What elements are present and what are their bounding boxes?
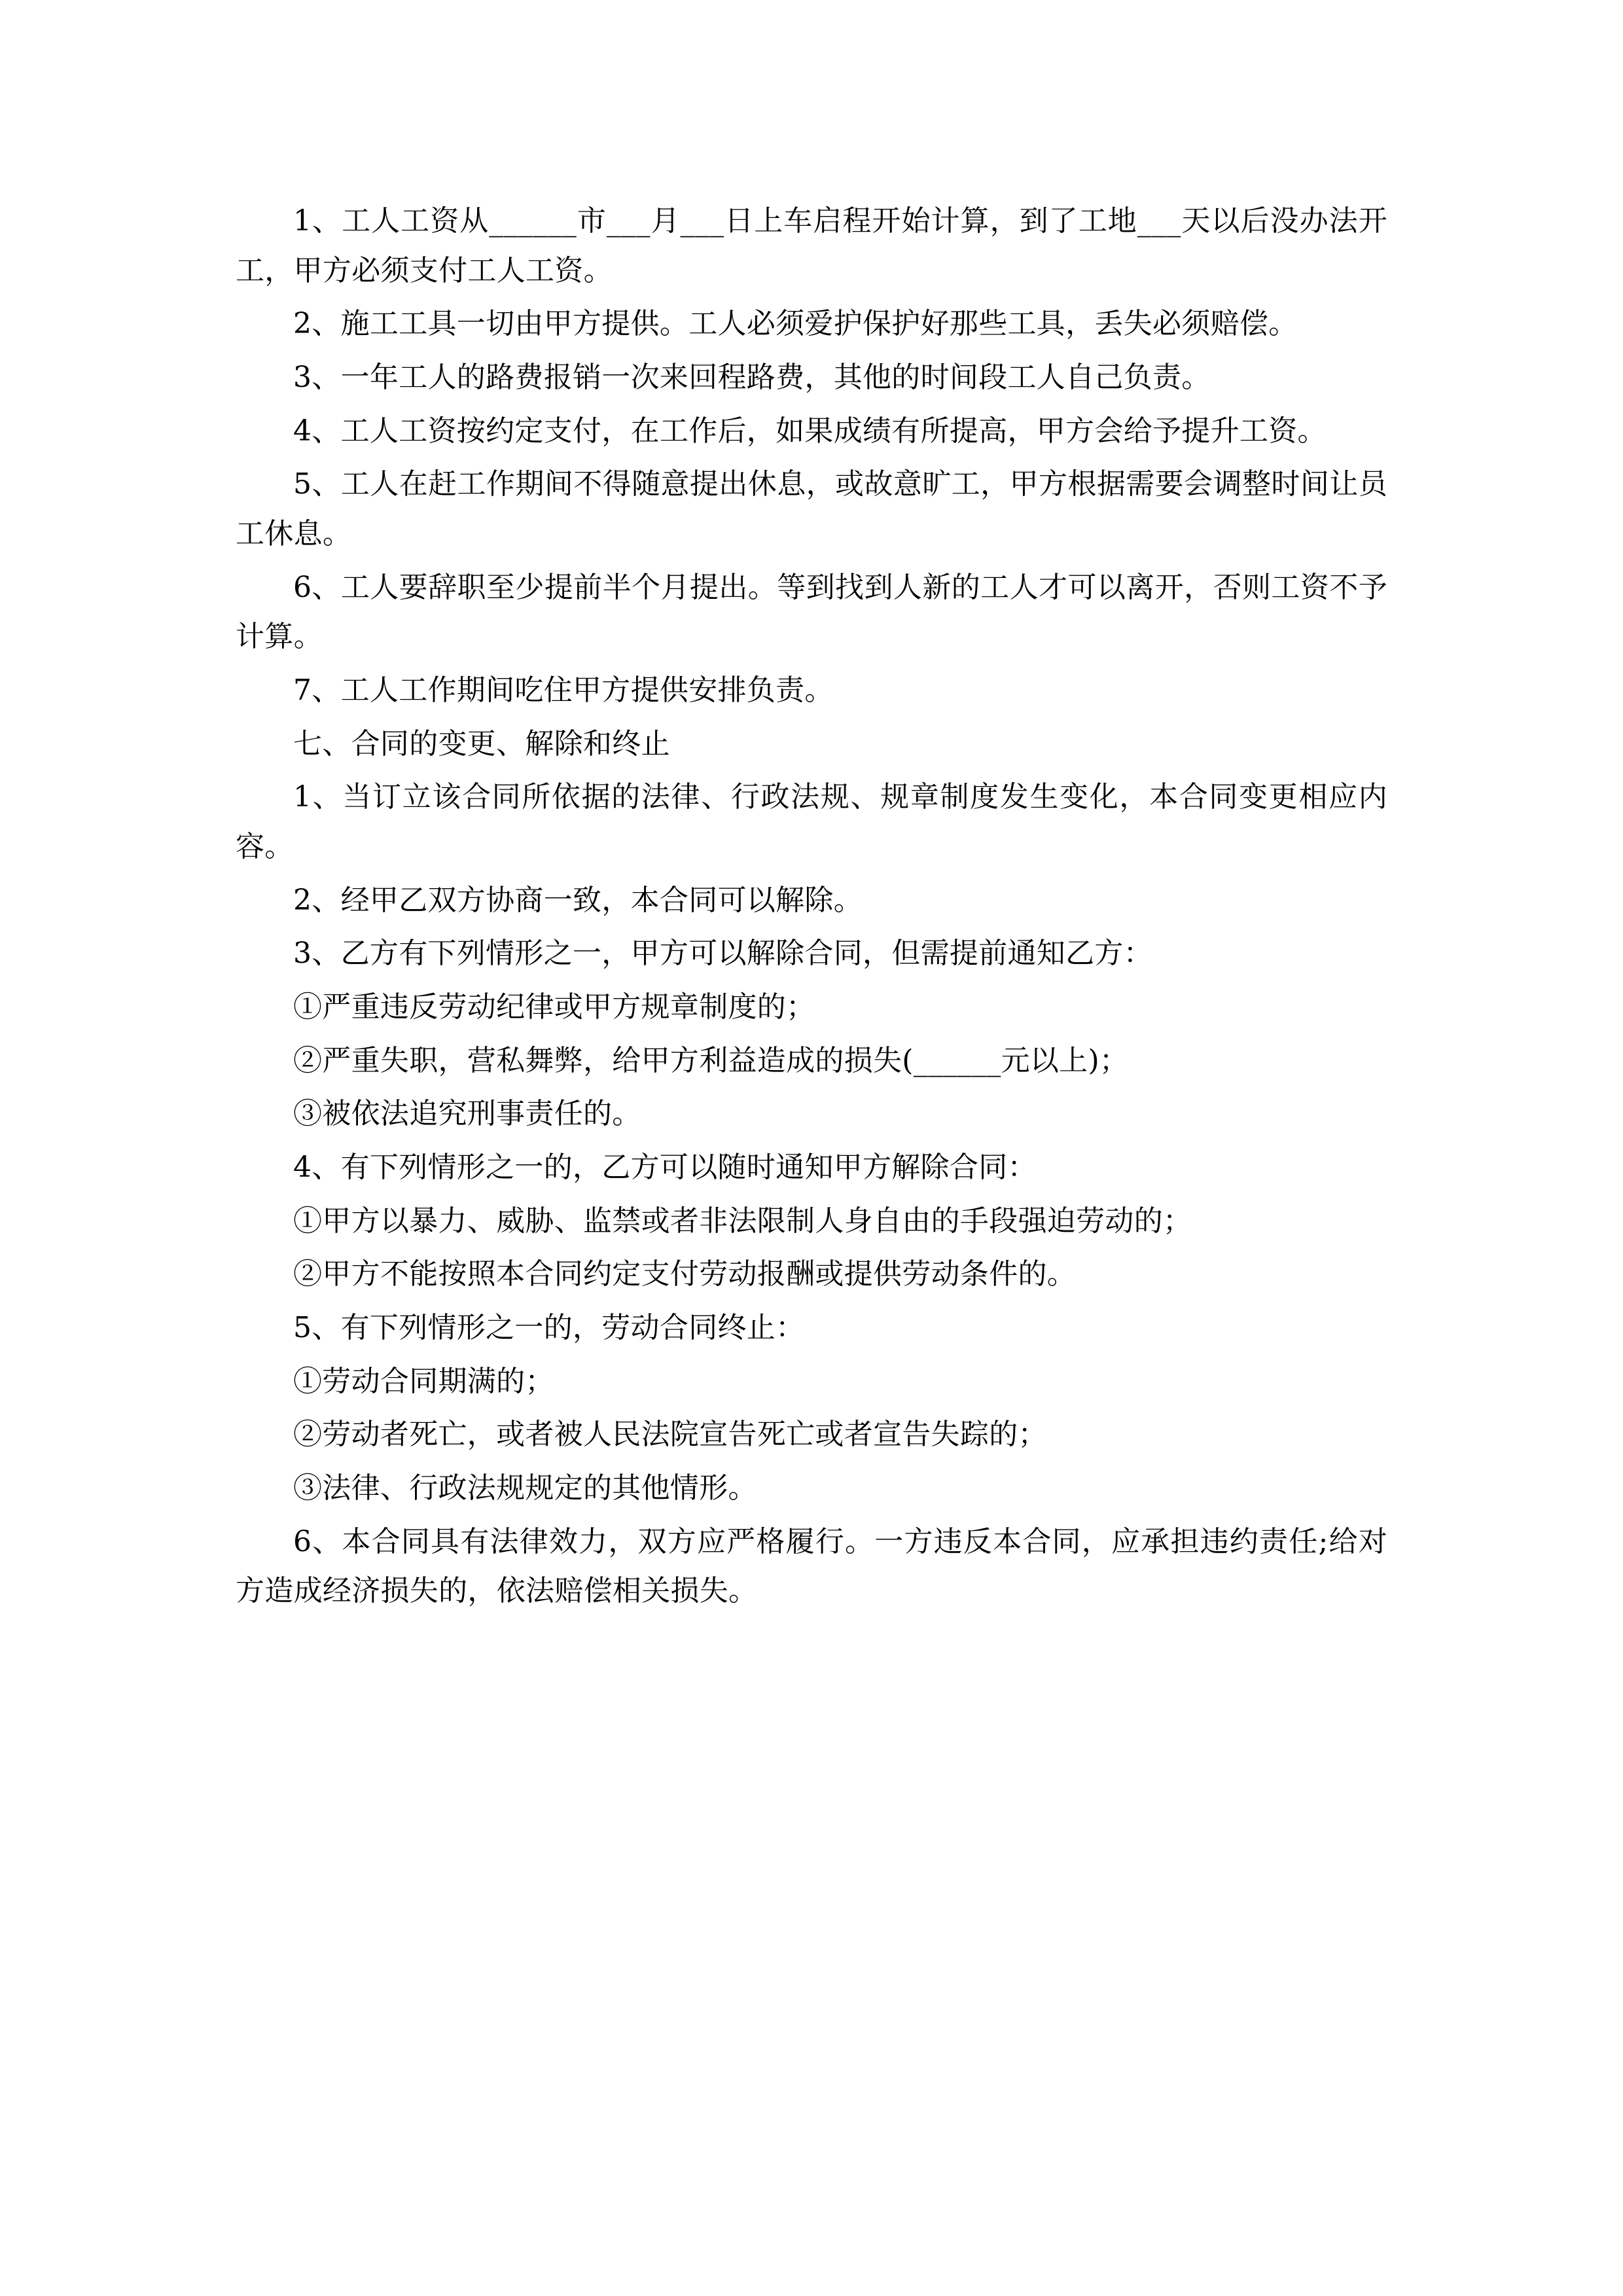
- list-item: ②严重失职，营私舞弊，给甲方利益造成的损失(______元以上)；: [293, 1043, 1129, 1077]
- paragraph: 4、工人工资按约定支付，在工作后，如果成绩有所提高，甲方会给予提升工资。: [293, 414, 1327, 448]
- list-item: ②劳动者死亡，或者被人民法院宣告死亡或者宣告失踪的；: [293, 1418, 1047, 1452]
- paragraph: 6、工人要辞职至少提前半个月提出。等到找到人新的工人才可以离开，否则工资不予计算。: [236, 570, 1387, 654]
- list-item: ①甲方以暴力、威胁、监禁或者非法限制人身自由的手段强迫劳动的；: [293, 1204, 1192, 1238]
- paragraph: 1、工人工资从______市___月___日上车启程开始计算，到了工地___天以后没办法开工，甲方必须支付工人工资。: [236, 204, 1387, 287]
- paragraph: 3、一年工人的路费报销一次来回程路费，其他的时间段工人自己负责。: [293, 361, 1211, 395]
- paragraph: 3、乙方有下列情形之一，甲方可以解除合同，但需提前通知乙方：: [293, 937, 1152, 971]
- list-item: ②甲方不能按照本合同约定支付劳动报酬或提供劳动条件的。: [293, 1257, 1077, 1291]
- paragraph: 7、工人工作期间吃住甲方提供安排负责。: [293, 673, 834, 708]
- paragraph: 6、本合同具有法律效力，双方应严格履行。一方违反本合同，应承担违约责任;给对方造成经济损失的，依法赔偿相关损失。: [236, 1524, 1387, 1608]
- document-body: [236, 196, 1387, 1620]
- paragraph: 1、当订立该合同所依据的法律、行政法规、规章制度发生变化，本合同变更相应内容。: [236, 780, 1387, 864]
- paragraph: 5、有下列情形之一的，劳动合同终止：: [293, 1311, 805, 1345]
- list-item: ①劳动合同期满的；: [293, 1364, 554, 1398]
- section-heading: 七、合同的变更、解除和终止: [293, 726, 670, 761]
- paragraph: 2、经甲乙双方协商一致，本合同可以解除。: [293, 883, 863, 917]
- paragraph: 2、施工工具一切由甲方提供。工人必须爱护保护好那些工具，丢失必须赔偿。: [293, 307, 1298, 341]
- paragraph: 4、有下列情形之一的，乙方可以随时通知甲方解除合同：: [293, 1151, 1037, 1185]
- list-item: ③被依法追究刑事责任的。: [293, 1097, 641, 1131]
- paragraph: 5、工人在赶工作期间不得随意提出休息，或故意旷工，甲方根据需要会调整时间让员工休息。: [236, 467, 1387, 551]
- list-item: ①严重违反劳动纪律或甲方规章制度的；: [293, 990, 815, 1024]
- list-item: ③法律、行政法规规定的其他情形。: [293, 1471, 757, 1505]
